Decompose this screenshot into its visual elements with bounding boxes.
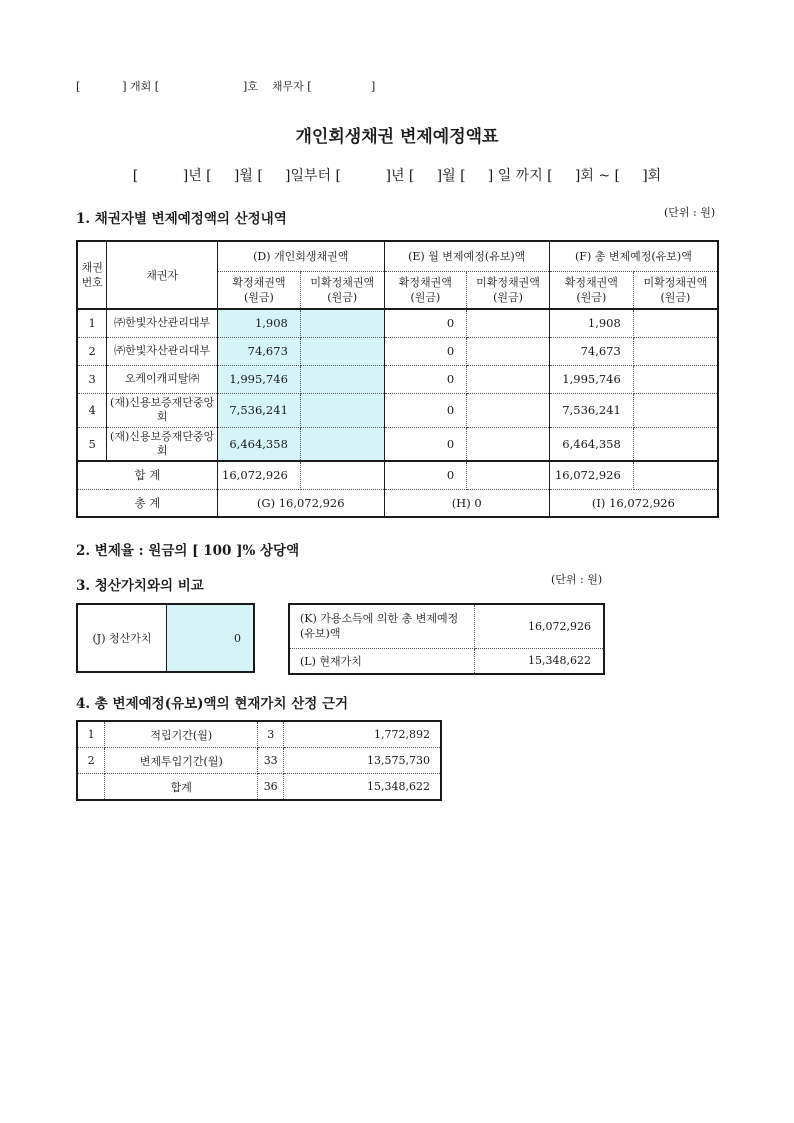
row-creditor: 오케이캐피탈㈜ <box>107 365 218 393</box>
sum-d-unconfirmed <box>300 461 384 489</box>
pv-row-months: 3 <box>258 721 284 748</box>
row-f-confirmed: 74,673 <box>549 337 633 365</box>
row-no: 3 <box>77 365 107 393</box>
pv-row-amount: 15,348,622 <box>284 774 441 801</box>
total-g: (G) 16,072,926 <box>217 489 384 517</box>
section3-unit: (단위 : 원) <box>551 573 603 586</box>
header-d-unconfirmed: 미확정채권액 (원금) <box>300 271 384 309</box>
section1-title: 1. 채권자별 변제예정액의 산정내역 <box>76 211 287 227</box>
sum-f-confirmed: 16,072,926 <box>549 461 633 489</box>
case-info-line: [ ] 개회 [ ]호 채무자 [ ] <box>76 80 376 93</box>
liquidation-value-box <box>76 603 255 673</box>
row-creditor: (재)신용보증재단중앙회 <box>107 427 218 461</box>
table-row <box>77 721 441 748</box>
row-d-unconfirmed <box>300 393 384 427</box>
sum-label: 합 계 <box>77 461 217 489</box>
header-creditor: 채권자 <box>107 241 218 309</box>
pv-row-amount: 1,772,892 <box>284 721 441 748</box>
row-no: 5 <box>77 427 107 461</box>
row-e-unconfirmed <box>467 365 550 393</box>
repayment-compare-box <box>288 603 605 675</box>
row-d-unconfirmed <box>300 365 384 393</box>
j-label: (J) 청산가치 <box>77 604 167 672</box>
row-e-confirmed: 0 <box>384 365 467 393</box>
row-e-confirmed: 0 <box>384 309 467 337</box>
sum-row <box>77 461 718 489</box>
table-row <box>77 427 718 461</box>
row-d-confirmed: 6,464,358 <box>217 427 300 461</box>
section2-title: 2. 변제율 : 원금의 [ 100 ]% 상당액 <box>76 543 300 559</box>
row-f-unconfirmed <box>633 365 718 393</box>
header-f-unconfirmed: 미확정채권액 (원금) <box>633 271 718 309</box>
sum-d-confirmed: 16,072,926 <box>217 461 300 489</box>
row-creditor: ㈜한빛자산관리대부 <box>107 309 218 337</box>
header-e-confirmed: 확정채권액 (원금) <box>384 271 467 309</box>
row-d-confirmed: 7,536,241 <box>217 393 300 427</box>
section4-title: 4. 총 변제예정(유보)액의 현재가치 산정 근거 <box>76 696 349 712</box>
total-h: (H) 0 <box>384 489 549 517</box>
table-row <box>77 393 718 427</box>
pv-row-months: 33 <box>258 748 284 774</box>
pv-row-amount: 13,575,730 <box>284 748 441 774</box>
total-i: (I) 16,072,926 <box>549 489 718 517</box>
row-e-unconfirmed <box>467 309 550 337</box>
row-no: 1 <box>77 309 107 337</box>
header-f: (F) 총 변제예정(유보)액 <box>549 241 718 271</box>
total-row <box>77 489 718 517</box>
row-f-confirmed: 1,908 <box>549 309 633 337</box>
row-f-confirmed: 6,464,358 <box>549 427 633 461</box>
row-f-unconfirmed <box>633 309 718 337</box>
row-e-unconfirmed <box>467 337 550 365</box>
row-f-unconfirmed <box>633 427 718 461</box>
section3-title: 3. 청산가치와의 비교 <box>76 578 204 594</box>
header-e: (E) 월 변제예정(유보)액 <box>384 241 549 271</box>
table-row <box>77 774 441 801</box>
header-no: 채권 번호 <box>77 241 107 309</box>
payment-period: [ ]년 [ ]월 [ ]일부터 [ ]년 [ ]월 [ ] 일 까지 [ ]회 ~ [ ]회 <box>132 168 662 184</box>
header-d-confirmed: 확정채권액 (원금) <box>217 271 300 309</box>
pv-row-label: 변제투입기간(월) <box>105 748 258 774</box>
present-value-table <box>76 720 442 801</box>
k-value: 16,072,926 <box>475 604 605 648</box>
row-no: 4 <box>77 393 107 427</box>
row-d-confirmed: 1,908 <box>217 309 300 337</box>
l-label: (L) 현재가치 <box>289 648 475 674</box>
sum-f-unconfirmed <box>633 461 718 489</box>
row-e-unconfirmed <box>467 427 550 461</box>
sum-e-unconfirmed <box>467 461 550 489</box>
row-creditor: ㈜한빛자산관리대부 <box>107 337 218 365</box>
header-d: (D) 개인회생채권액 <box>217 241 384 271</box>
table-row <box>77 309 718 337</box>
pv-row-label: 적립기간(월) <box>105 721 258 748</box>
repayment-table <box>76 240 719 518</box>
row-d-unconfirmed <box>300 309 384 337</box>
row-d-confirmed: 74,673 <box>217 337 300 365</box>
row-creditor: (재)신용보증재단중앙회 <box>107 393 218 427</box>
row-e-confirmed: 0 <box>384 427 467 461</box>
row-d-unconfirmed <box>300 337 384 365</box>
pv-row-no: 1 <box>77 721 105 748</box>
pv-row-label: 합계 <box>105 774 258 801</box>
row-no: 2 <box>77 337 107 365</box>
row-f-unconfirmed <box>633 337 718 365</box>
table-row <box>77 337 718 365</box>
header-f-confirmed: 확정채권액 (원금) <box>549 271 633 309</box>
sum-e-confirmed: 0 <box>384 461 467 489</box>
row-e-confirmed: 0 <box>384 393 467 427</box>
header-e-unconfirmed: 미확정채권액 (원금) <box>467 271 550 309</box>
total-label: 총 계 <box>77 489 217 517</box>
pv-row-months: 36 <box>258 774 284 801</box>
j-value: 0 <box>167 604 255 672</box>
row-f-confirmed: 7,536,241 <box>549 393 633 427</box>
l-value: 15,348,622 <box>475 648 605 674</box>
pv-row-no <box>77 774 105 801</box>
row-f-confirmed: 1,995,746 <box>549 365 633 393</box>
table-row <box>77 748 441 774</box>
page-title: 개인회생채권 변제예정액표 <box>295 127 499 147</box>
k-label: (K) 가용소득에 의한 총 변제예정(유보)액 <box>289 604 475 648</box>
row-d-unconfirmed <box>300 427 384 461</box>
row-e-unconfirmed <box>467 393 550 427</box>
pv-row-no: 2 <box>77 748 105 774</box>
row-d-confirmed: 1,995,746 <box>217 365 300 393</box>
row-f-unconfirmed <box>633 393 718 427</box>
table-row <box>77 365 718 393</box>
row-e-confirmed: 0 <box>384 337 467 365</box>
section1-unit: (단위 : 원) <box>664 206 716 219</box>
